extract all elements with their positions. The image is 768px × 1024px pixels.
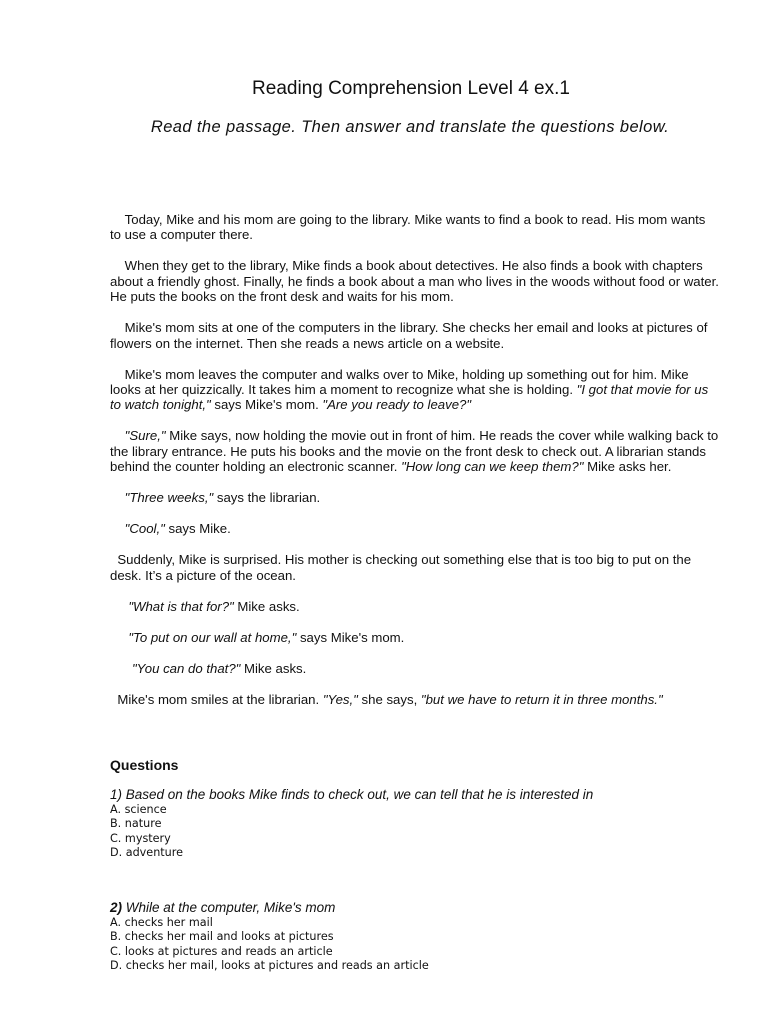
paragraph-1 <box>110 212 720 243</box>
paragraph-4-quote-1: "I got that movie for us to watch tonight," <box>110 382 709 413</box>
question-2-option-d: D. checks her mail, looks at pictures and reads an article <box>110 959 429 973</box>
paragraph-12-quote-2: "but we have to return it in three months." <box>420 691 663 707</box>
paragraph-9 <box>110 599 720 614</box>
paragraph-10-text: says Mike's mom. <box>296 629 405 645</box>
paragraph-3-text: Mike's mom sits at one of the computers in the library. She checks her email and looks at pictures of flowers on the internet. Then she reads a news article on a website. <box>110 320 708 351</box>
page-title: Reading Comprehension Level 4 ex.1 <box>252 78 570 99</box>
paragraph-10 <box>110 630 720 645</box>
paragraph-2 <box>110 258 720 304</box>
paragraph-1-text: Today, Mike and his mom are going to the library. Mike wants to find a book to read. His mom wants to use a computer there. <box>110 212 706 243</box>
paragraph-6 <box>110 490 720 505</box>
paragraph-3 <box>110 320 720 351</box>
paragraph-6-quote: "Three weeks," <box>124 490 214 506</box>
question-2-text: While at the computer, Mike's mom <box>122 900 336 915</box>
paragraph-4 <box>110 367 720 413</box>
paragraph-8-text: Suddenly, Mike is surprised. His mother is checking out something else that is too big to put on the desk. It’s a picture of the ocean. <box>110 552 692 583</box>
question-2-option-a: A. checks her mail <box>110 916 213 929</box>
paragraph-4-text: Mike's mom leaves the computer and walks over to Mike, holding up something out for him. Mike looks at her quizzically. It takes him a moment to recognize what she is holding. <box>110 366 689 398</box>
question-1-option-d: D. adventure <box>110 846 183 860</box>
paragraph-12-text-2: she says, <box>357 691 421 707</box>
paragraph-7-text: says Mike. <box>164 521 231 537</box>
question-1-option-c: C. mystery <box>110 831 171 845</box>
paragraph-12-quote-1: "Yes," <box>322 691 358 707</box>
paragraph-4-text-2: says Mike's mom. <box>210 397 323 413</box>
paragraph-11-text: Mike asks. <box>240 660 307 676</box>
question-1-option-b: B. nature <box>110 817 162 831</box>
questions-heading: Questions <box>110 757 179 773</box>
paragraph-11-quote: "You can do that?" <box>131 660 241 676</box>
paragraph-5 <box>110 428 720 474</box>
question-2-text-line <box>110 900 730 916</box>
paragraph-6-text: says the librarian. <box>213 490 321 506</box>
paragraph-4-quote-2: "Are you ready to leave?" <box>322 397 472 413</box>
paragraph-9-text: Mike asks. <box>233 598 300 614</box>
question-2-option-b: B. checks her mail and looks at pictures <box>110 930 334 944</box>
paragraph-5-quote-2: "How long can we keep them?" <box>401 459 584 475</box>
paragraph-2-text: When they get to the library, Mike finds a book about detectives. He also finds a book with chapters about a friendly ghost. Finally, he finds a book about a man who lives in the woods without food or water. He puts the books on the front desk and waits for his mom. <box>110 258 719 305</box>
question-2 <box>110 900 730 974</box>
reading-passage <box>110 212 720 723</box>
question-1-text: 1) Based on the books Mike finds to check out, we can tell that he is interested in <box>110 787 594 802</box>
paragraph-12 <box>110 692 720 707</box>
question-1 <box>110 787 730 861</box>
paragraph-7 <box>110 521 720 536</box>
paragraph-12-text: Mike's mom smiles at the librarian. <box>117 691 323 707</box>
paragraph-5-quote-1: "Sure," <box>124 428 166 444</box>
paragraph-8 <box>110 552 720 583</box>
paragraph-5-text: Mike says, now holding the movie out in front of him. He reads the cover while walking back to the library entrance. He puts his books and the movie on the front desk to check out. A librarian stands behind the counter holding an electronic scanner. <box>110 428 719 475</box>
paragraph-9-quote: "What is that for?" <box>128 598 234 614</box>
instructions: Read the passage. Then answer and translate the questions below. <box>150 118 670 136</box>
paragraph-5-text-2: Mike asks her. <box>583 459 672 475</box>
paragraph-10-quote: "To put on our wall at home," <box>128 629 297 645</box>
paragraph-11 <box>110 661 720 676</box>
paragraph-7-quote: "Cool," <box>124 521 165 537</box>
question-1-option-a: A. science <box>110 803 167 816</box>
question-2-number: 2) <box>110 900 123 915</box>
question-2-option-c: C. looks at pictures and reads an article <box>110 944 333 958</box>
